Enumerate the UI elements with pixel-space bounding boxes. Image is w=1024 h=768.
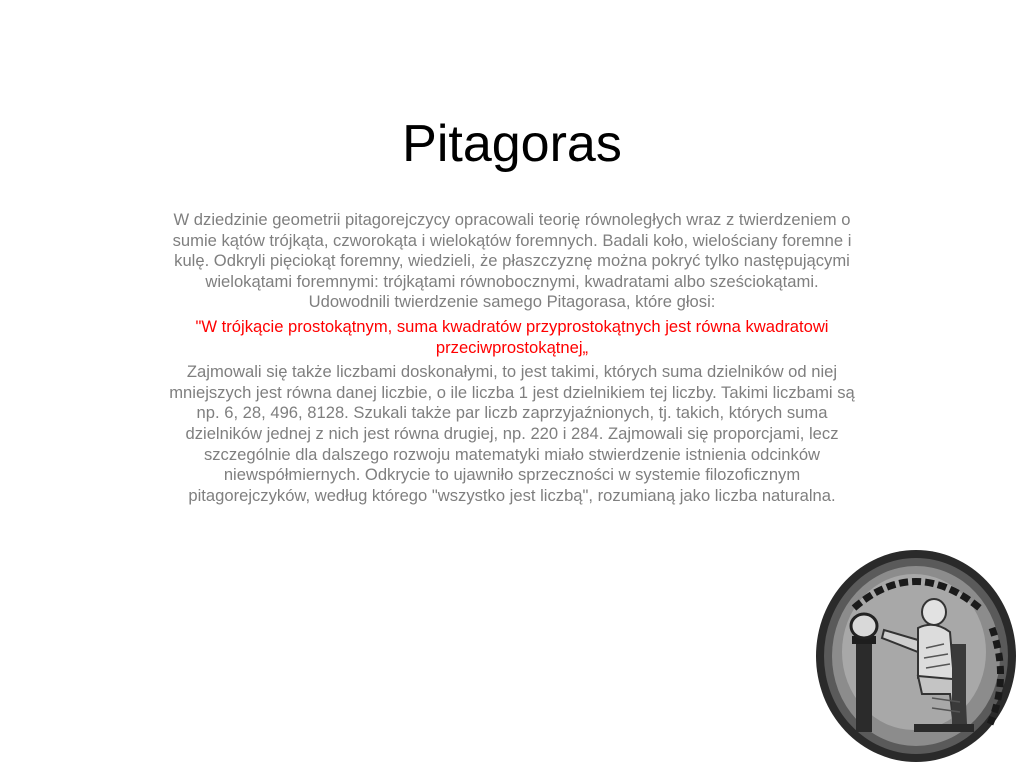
slide-body <box>168 210 856 508</box>
slide-title: Pitagoras <box>402 115 622 173</box>
paragraph-numbers: Zajmowali się także liczbami doskonałymi, to jest takimi, których suma dzielników od niej mniejszych jest równa danej liczbie, o ile liczba 1 jest dzielnikiem tej liczby. Takimi liczbami są np. 6, 28, 496, 8128. Szukali także par liczb zaprzyjaźnionych, tj. takich, których suma dzielników jednej z nich jest równa drugiej, np. 220 i 284. Zajmowali się proporcjami, lecz szczególnie dla dalszego rozwoju matematyki miało stwierdzenie istnienia odcinków niewspółmiernych. Odkrycie to ujawniło sprzeczności w systemie filozoficznym pitagorejczyków, według którego "wszystko jest liczbą", rozumianą jako liczba naturalna. <box>169 362 855 505</box>
paragraph-geometry: W dziedzinie geometrii pitagorejczycy opracowali teorię równoległych wraz z twierdzeniem o sumie kątów trójkąta, czworokąta i wielokątów foremnych. Badali koło, wielościany foremne i kulę. Odkryli pięciokąt foremny, wiedzieli, że płaszczyznę można pokryć tylko następującymi wielokątami foremnymi: trójkątami równobocznymi, kwadratami albo sześciokątami. Udowodnili twierdzenie samego Pitagorasa, które głosi: <box>172 210 852 312</box>
pythagorean-theorem-quote: "W trójkącie prostokątnym, suma kwadratów przyprostokątnych jest równa kwadratowi przeciwprostokątnej„ <box>195 316 829 357</box>
ancient-coin-image <box>814 548 1018 764</box>
